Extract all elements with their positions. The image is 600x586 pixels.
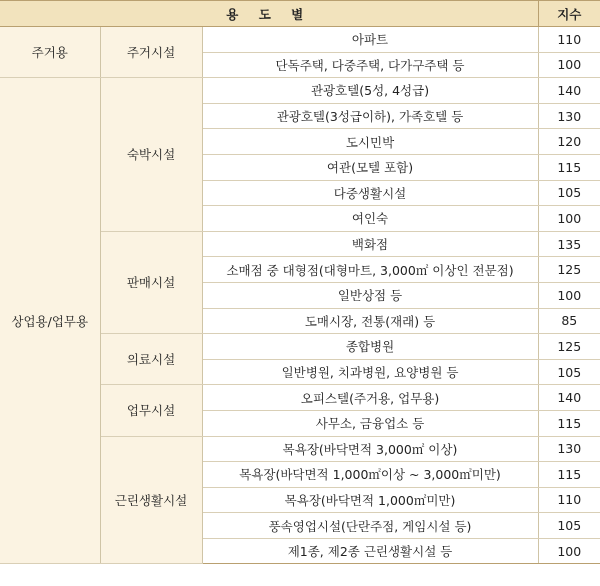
index-value-cell: 125: [538, 334, 600, 360]
detail-cell: 목욕장(바닥면적 1,000㎡이상 ~ 3,000㎡미만): [202, 462, 538, 488]
table-body: [0, 27, 600, 564]
detail-cell: 다중생활시설: [202, 180, 538, 206]
detail-cell: 오피스텔(주거용, 업무용): [202, 385, 538, 411]
detail-cell: 종합병원: [202, 334, 538, 360]
header-row: [0, 1, 600, 27]
index-value-cell: 130: [538, 436, 600, 462]
facility-type-cell: 숙박시설: [100, 78, 202, 232]
index-value-cell: 140: [538, 385, 600, 411]
detail-cell: 단독주택, 다중주택, 다가구주택 등: [202, 52, 538, 78]
index-value-cell: 105: [538, 180, 600, 206]
usage-header: 용 도 별: [0, 1, 538, 27]
detail-cell: 풍속영업시설(단란주점, 게임시설 등): [202, 513, 538, 539]
index-value-cell: 110: [538, 487, 600, 513]
category-cell: 주거용: [0, 27, 100, 78]
detail-cell: 목욕장(바닥면적 1,000㎡미만): [202, 487, 538, 513]
index-value-cell: 100: [538, 538, 600, 564]
detail-cell: 도매시장, 전통(재래) 등: [202, 308, 538, 334]
index-value-cell: 105: [538, 513, 600, 539]
detail-cell: 도시민박: [202, 129, 538, 155]
detail-cell: 목욕장(바닥면적 3,000㎡ 이상): [202, 436, 538, 462]
detail-cell: 관광호텔(3성급이하), 가족호텔 등: [202, 103, 538, 129]
index-value-cell: 115: [538, 410, 600, 436]
index-value-cell: 140: [538, 78, 600, 104]
index-value-cell: 100: [538, 206, 600, 232]
facility-type-cell: 판매시설: [100, 231, 202, 333]
index-value-cell: 115: [538, 154, 600, 180]
index-value-cell: 120: [538, 129, 600, 155]
detail-cell: 일반병원, 치과병원, 요양병원 등: [202, 359, 538, 385]
index-value-cell: 115: [538, 462, 600, 488]
detail-cell: 여관(모텔 포함): [202, 154, 538, 180]
detail-cell: 백화점: [202, 231, 538, 257]
index-value-cell: 110: [538, 27, 600, 53]
category-cell: 상업용/업무용: [0, 78, 100, 564]
detail-cell: 여인숙: [202, 206, 538, 232]
detail-cell: 일반상점 등: [202, 282, 538, 308]
index-header: 지수: [538, 1, 600, 27]
index-value-cell: 100: [538, 52, 600, 78]
facility-type-cell: 주거시설: [100, 27, 202, 78]
detail-cell: 관광호텔(5성, 4성급): [202, 78, 538, 104]
facility-type-cell: 업무시설: [100, 385, 202, 436]
index-value-cell: 135: [538, 231, 600, 257]
detail-cell: 아파트: [202, 27, 538, 53]
table-row: [0, 78, 600, 104]
index-value-cell: 105: [538, 359, 600, 385]
index-value-cell: 125: [538, 257, 600, 283]
facility-type-cell: 의료시설: [100, 334, 202, 385]
detail-cell: 사무소, 금융업소 등: [202, 410, 538, 436]
detail-cell: 제1종, 제2종 근린생활시설 등: [202, 538, 538, 564]
index-value-cell: 100: [538, 282, 600, 308]
detail-cell: 소매점 중 대형점(대형마트, 3,000㎡ 이상인 전문점): [202, 257, 538, 283]
table-row: [0, 27, 600, 53]
index-value-cell: 85: [538, 308, 600, 334]
facility-type-cell: 근린생활시설: [100, 436, 202, 564]
index-value-cell: 130: [538, 103, 600, 129]
